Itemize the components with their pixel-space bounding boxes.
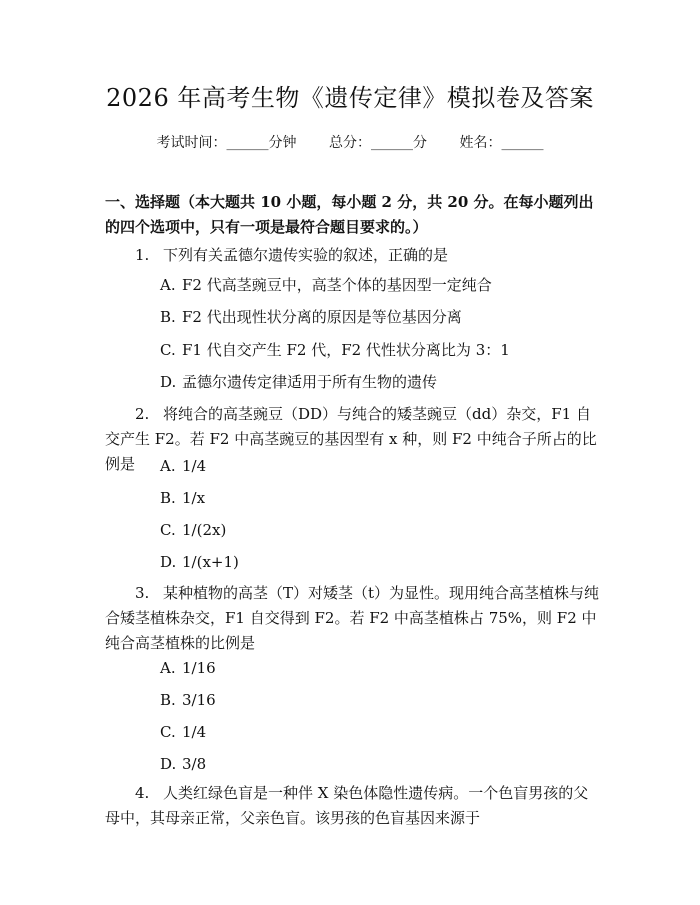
question-3-option-c xyxy=(160,721,600,743)
option-letter: B. xyxy=(160,308,176,326)
option-text: 孟德尔遗传定律适用于所有生物的遗传 xyxy=(182,373,438,391)
question-1 xyxy=(105,243,600,268)
question-2-option-d xyxy=(160,551,600,573)
question-3 xyxy=(105,581,600,656)
option-letter: D. xyxy=(160,553,177,571)
option-text: F1 代自交产生 F2 代，F2 代性状分离比为 3：1 xyxy=(182,341,510,359)
page-title: 2026 年高考生物《遗传定律》模拟卷及答案 xyxy=(106,84,594,112)
question-number: 4. xyxy=(135,784,150,802)
option-letter: D. xyxy=(160,755,177,773)
question-1-option-d xyxy=(160,371,600,393)
question-1-option-a xyxy=(160,274,600,296)
option-text: 1/x xyxy=(182,489,206,507)
question-3-option-a xyxy=(160,657,600,679)
option-text: 1/4 xyxy=(182,457,207,475)
question-2-option-b xyxy=(160,487,600,509)
exam-meta xyxy=(0,132,700,152)
option-letter: A. xyxy=(160,276,176,294)
question-text: 人类红绿色盲是一种伴 X 染色体隐性遗传病。一个色盲男孩的父母中，其母亲正常，父亲色盲。该男孩的色盲基因来源于 xyxy=(105,784,589,827)
option-text: 3/16 xyxy=(182,691,216,709)
option-letter: D. xyxy=(160,373,177,391)
question-1-option-c xyxy=(160,339,600,361)
option-letter: C. xyxy=(160,521,176,539)
option-letter: A. xyxy=(160,659,176,677)
option-letter: A. xyxy=(160,457,176,475)
option-letter: B. xyxy=(160,691,176,709)
question-text: 将纯合的高茎豌豆（DD）与纯合的矮茎豌豆（dd）杂交，F1 自交产生 F2。若 F2 中高茎豌豆的基因型有 x 种，则 F2 中纯合子所占的比例是 xyxy=(105,405,597,473)
question-text: 某种植物的高茎（T）对矮茎（t）为显性。现用纯合高茎植株与纯合矮茎植株杂交，F1 自交得到 F2。若 F2 中高茎植株占 75%，则 F2 中纯合高茎植株的比例是 xyxy=(105,584,600,652)
option-text: 1/(2x) xyxy=(182,521,227,539)
option-text: 1/(x+1) xyxy=(182,553,239,571)
question-2-option-a xyxy=(160,455,600,477)
option-text: F2 代出现性状分离的原因是等位基因分离 xyxy=(182,308,462,326)
option-text: 1/4 xyxy=(182,723,207,741)
option-letter: C. xyxy=(160,723,176,741)
exam-score: 总分：______分 xyxy=(329,135,427,151)
question-1-option-b xyxy=(160,306,600,328)
question-3-option-d xyxy=(160,753,600,775)
question-number: 1. xyxy=(135,246,150,264)
question-3-option-b xyxy=(160,689,600,711)
option-text: 3/8 xyxy=(182,755,207,773)
question-number: 2. xyxy=(135,405,150,423)
exam-time: 考试时间：______分钟 xyxy=(156,135,297,151)
option-letter: C. xyxy=(160,341,176,359)
question-text: 下列有关孟德尔遗传实验的叙述，正确的是 xyxy=(163,246,449,264)
option-text: F2 代高茎豌豆中，高茎个体的基因型一定纯合 xyxy=(182,276,492,294)
section-heading: 一、选择题（本大题共 10 小题，每小题 2 分，共 20 分。在每小题列出的四个选项中，只有一项是最符合题目要求的。） xyxy=(105,193,594,236)
question-number: 3. xyxy=(135,584,150,602)
question-4 xyxy=(105,781,600,831)
student-name: 姓名：______ xyxy=(459,135,544,151)
option-text: 1/16 xyxy=(182,659,216,677)
question-2-option-c xyxy=(160,519,600,541)
option-letter: B. xyxy=(160,489,176,507)
